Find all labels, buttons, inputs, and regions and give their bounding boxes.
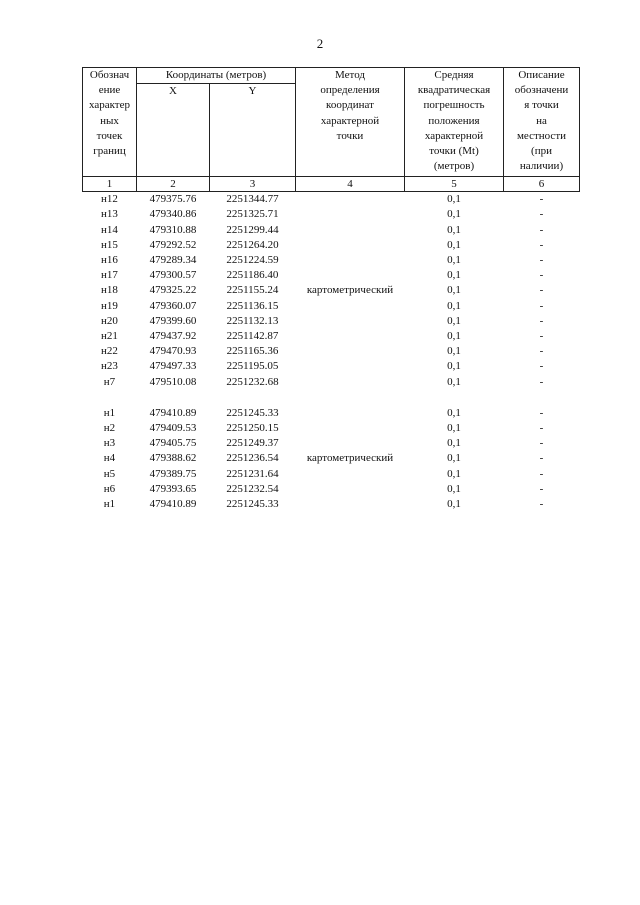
point-label: н19 <box>101 299 118 312</box>
point-label: н15 <box>101 238 118 251</box>
column-number: 4 <box>296 177 405 192</box>
point-label: н6 <box>103 482 116 495</box>
x-coordinate: 479389.75 <box>149 467 197 480</box>
table-row <box>83 406 580 421</box>
method-cell <box>296 329 405 344</box>
table-row <box>83 314 580 329</box>
error-value: 0,1 <box>447 437 461 450</box>
point-label: н17 <box>101 269 118 282</box>
header-line: квадратическая <box>417 84 491 97</box>
column-number: 6 <box>504 177 580 192</box>
y-coordinate: 2251195.05 <box>226 360 279 373</box>
x-coordinate: 479409.53 <box>149 422 197 435</box>
table-row <box>83 207 580 222</box>
point-label: н21 <box>101 330 118 343</box>
error-value: 0,1 <box>447 330 461 343</box>
error-value: 0,1 <box>447 314 461 327</box>
point-label: н23 <box>101 360 118 373</box>
method-cell <box>296 344 405 359</box>
error-value: 0,1 <box>447 193 461 206</box>
description-value: - <box>539 375 544 388</box>
group-spacer <box>83 390 580 406</box>
method-cell <box>296 482 405 497</box>
point-label: н18 <box>101 284 118 297</box>
error-value: 0,1 <box>447 299 461 312</box>
header-line: границ <box>93 145 126 158</box>
header-line: Средняя <box>434 69 474 81</box>
point-label: н1 <box>103 498 116 511</box>
y-coordinate: 2251142.87 <box>226 330 279 343</box>
header-line: Обознач <box>89 69 130 81</box>
y-coordinate: 2251245.33 <box>226 498 279 511</box>
y-coordinate: 2251299.44 <box>226 223 279 236</box>
y-coordinate: 2251155.24 <box>226 284 279 297</box>
x-coordinate: 479497.33 <box>149 360 197 373</box>
header-designation <box>83 68 137 177</box>
header-line: определения <box>320 84 380 97</box>
point-label: н2 <box>103 422 116 435</box>
header-line: Описание <box>518 69 565 81</box>
table-row <box>83 299 580 314</box>
x-coordinate: 479410.89 <box>149 406 197 419</box>
method-cell <box>296 497 405 512</box>
table-row <box>83 329 580 344</box>
method-cell <box>296 406 405 421</box>
table-row <box>83 421 580 436</box>
method-cell <box>296 207 405 222</box>
header-line: ение <box>98 84 121 97</box>
point-label: н14 <box>101 223 118 236</box>
table-row <box>83 253 580 268</box>
table-body <box>83 192 580 513</box>
error-value: 0,1 <box>447 482 461 495</box>
error-value: 0,1 <box>447 467 461 480</box>
point-label: н4 <box>103 452 116 465</box>
header-y: Y <box>210 84 296 177</box>
header-x: X <box>137 84 210 177</box>
description-value: - <box>539 208 544 221</box>
y-coordinate: 2251344.77 <box>226 193 279 206</box>
header-line: наличии) <box>519 160 564 173</box>
y-coordinate: 2251136.15 <box>226 299 279 312</box>
header-line: координат <box>326 99 374 112</box>
x-coordinate: 479388.62 <box>149 452 197 465</box>
error-value: 0,1 <box>447 269 461 282</box>
column-number: 3 <box>210 177 296 192</box>
point-label: н22 <box>101 345 118 358</box>
header-line: характерной <box>424 129 484 142</box>
description-value: - <box>539 330 544 343</box>
header-line: обозначени <box>514 84 569 97</box>
table-row <box>83 375 580 390</box>
error-value: 0,1 <box>447 498 461 511</box>
x-coordinate: 479510.08 <box>149 375 197 388</box>
column-number: 5 <box>405 177 504 192</box>
x-coordinate: 479410.89 <box>149 498 197 511</box>
point-label: н12 <box>101 193 118 206</box>
table-row <box>83 497 580 512</box>
y-coordinate: 2251232.68 <box>226 375 279 388</box>
header-line: на <box>536 114 547 127</box>
x-coordinate: 479405.75 <box>149 437 197 450</box>
y-coordinate: 2251224.59 <box>226 254 279 267</box>
error-value: 0,1 <box>447 254 461 267</box>
table-row <box>83 436 580 451</box>
header-line: положения <box>428 114 480 127</box>
point-label: н1 <box>103 406 116 419</box>
error-value: 0,1 <box>447 208 461 221</box>
description-value: - <box>539 254 544 267</box>
description-value: - <box>539 284 544 297</box>
header-description <box>504 68 580 177</box>
description-value: - <box>539 467 544 480</box>
error-value: 0,1 <box>447 360 461 373</box>
x-coordinate: 479399.60 <box>149 314 197 327</box>
column-number-row <box>83 177 580 192</box>
x-coordinate: 479393.65 <box>149 482 197 495</box>
method-cell <box>296 299 405 314</box>
description-value: - <box>539 452 544 465</box>
error-value: 0,1 <box>447 406 461 419</box>
table-row <box>83 344 580 359</box>
method-cell <box>296 253 405 268</box>
header-line: я точки <box>524 99 559 112</box>
header-line: точек <box>96 129 123 142</box>
column-number: 1 <box>83 177 137 192</box>
error-value: 0,1 <box>447 238 461 251</box>
point-label: н16 <box>101 254 118 267</box>
table-row <box>83 223 580 238</box>
table-row <box>83 467 580 482</box>
table-row <box>83 482 580 497</box>
method-cell <box>296 223 405 238</box>
y-coordinate: 2251249.37 <box>226 437 279 450</box>
method-cell: картометрический <box>306 452 394 465</box>
header-line: ных <box>100 114 119 127</box>
table-row <box>83 359 580 374</box>
header-line: характерной <box>320 114 380 127</box>
point-label: н13 <box>101 208 118 221</box>
header-line: точки (Mt) <box>429 145 479 158</box>
error-value: 0,1 <box>447 452 461 465</box>
y-coordinate: 2251165.36 <box>226 345 279 358</box>
header-line: погрешность <box>423 99 485 112</box>
header-line: точки <box>336 129 364 142</box>
header-coordinates: Координаты (метров) <box>137 68 296 84</box>
y-coordinate: 2251250.15 <box>226 422 279 435</box>
x-coordinate: 479325.22 <box>149 284 197 297</box>
table-row <box>83 268 580 283</box>
y-coordinate: 2251236.54 <box>226 452 279 465</box>
y-coordinate: 2251186.40 <box>226 269 279 282</box>
x-coordinate: 479292.52 <box>149 238 197 251</box>
description-value: - <box>539 299 544 312</box>
header-error <box>405 68 504 177</box>
x-coordinate: 479470.93 <box>149 345 197 358</box>
method-cell <box>296 314 405 329</box>
y-coordinate: 2251132.13 <box>226 314 279 327</box>
description-value: - <box>539 238 544 251</box>
error-value: 0,1 <box>447 345 461 358</box>
method-cell <box>296 375 405 390</box>
x-coordinate: 479340.86 <box>149 208 197 221</box>
description-value: - <box>539 223 544 236</box>
header-line: характер <box>88 99 130 112</box>
error-value: 0,1 <box>447 284 461 297</box>
y-coordinate: 2251232.54 <box>226 482 279 495</box>
method-cell <box>296 268 405 283</box>
page-number: 2 <box>316 36 324 51</box>
x-coordinate: 479375.76 <box>149 193 197 206</box>
y-coordinate: 2251264.20 <box>226 238 279 251</box>
description-value: - <box>539 193 544 206</box>
table-row <box>83 451 580 466</box>
header-method <box>296 68 405 177</box>
table-header <box>83 68 580 192</box>
coordinates-table <box>82 67 580 512</box>
description-value: - <box>539 345 544 358</box>
description-value: - <box>539 406 544 419</box>
column-number: 2 <box>137 177 210 192</box>
method-cell <box>296 238 405 253</box>
error-value: 0,1 <box>447 422 461 435</box>
y-coordinate: 2251231.64 <box>226 467 279 480</box>
method-cell <box>296 421 405 436</box>
description-value: - <box>539 269 544 282</box>
point-label: н7 <box>103 375 116 388</box>
x-coordinate: 479437.92 <box>149 330 197 343</box>
description-value: - <box>539 482 544 495</box>
description-value: - <box>539 360 544 373</box>
point-label: н20 <box>101 314 118 327</box>
table-row <box>83 238 580 253</box>
header-line: (метров) <box>433 160 475 173</box>
error-value: 0,1 <box>447 223 461 236</box>
error-value: 0,1 <box>447 375 461 388</box>
description-value: - <box>539 437 544 450</box>
x-coordinate: 479310.88 <box>149 223 197 236</box>
y-coordinate: 2251245.33 <box>226 406 279 419</box>
description-value: - <box>539 314 544 327</box>
description-value: - <box>539 422 544 435</box>
method-cell <box>296 359 405 374</box>
method-cell: картометрический <box>306 284 394 297</box>
method-cell <box>296 467 405 482</box>
x-coordinate: 479289.34 <box>149 254 197 267</box>
x-coordinate: 479360.07 <box>149 299 197 312</box>
header-line: местности <box>516 129 567 142</box>
table-row <box>83 192 580 208</box>
point-label: н5 <box>103 467 116 480</box>
point-label: н3 <box>103 437 116 450</box>
y-coordinate: 2251325.71 <box>226 208 279 221</box>
x-coordinate: 479300.57 <box>149 269 197 282</box>
description-value: - <box>539 498 544 511</box>
header-line: (при <box>531 145 552 158</box>
method-cell <box>296 192 405 208</box>
method-cell <box>296 436 405 451</box>
table-row <box>83 283 580 298</box>
header-line: Метод <box>335 69 365 81</box>
